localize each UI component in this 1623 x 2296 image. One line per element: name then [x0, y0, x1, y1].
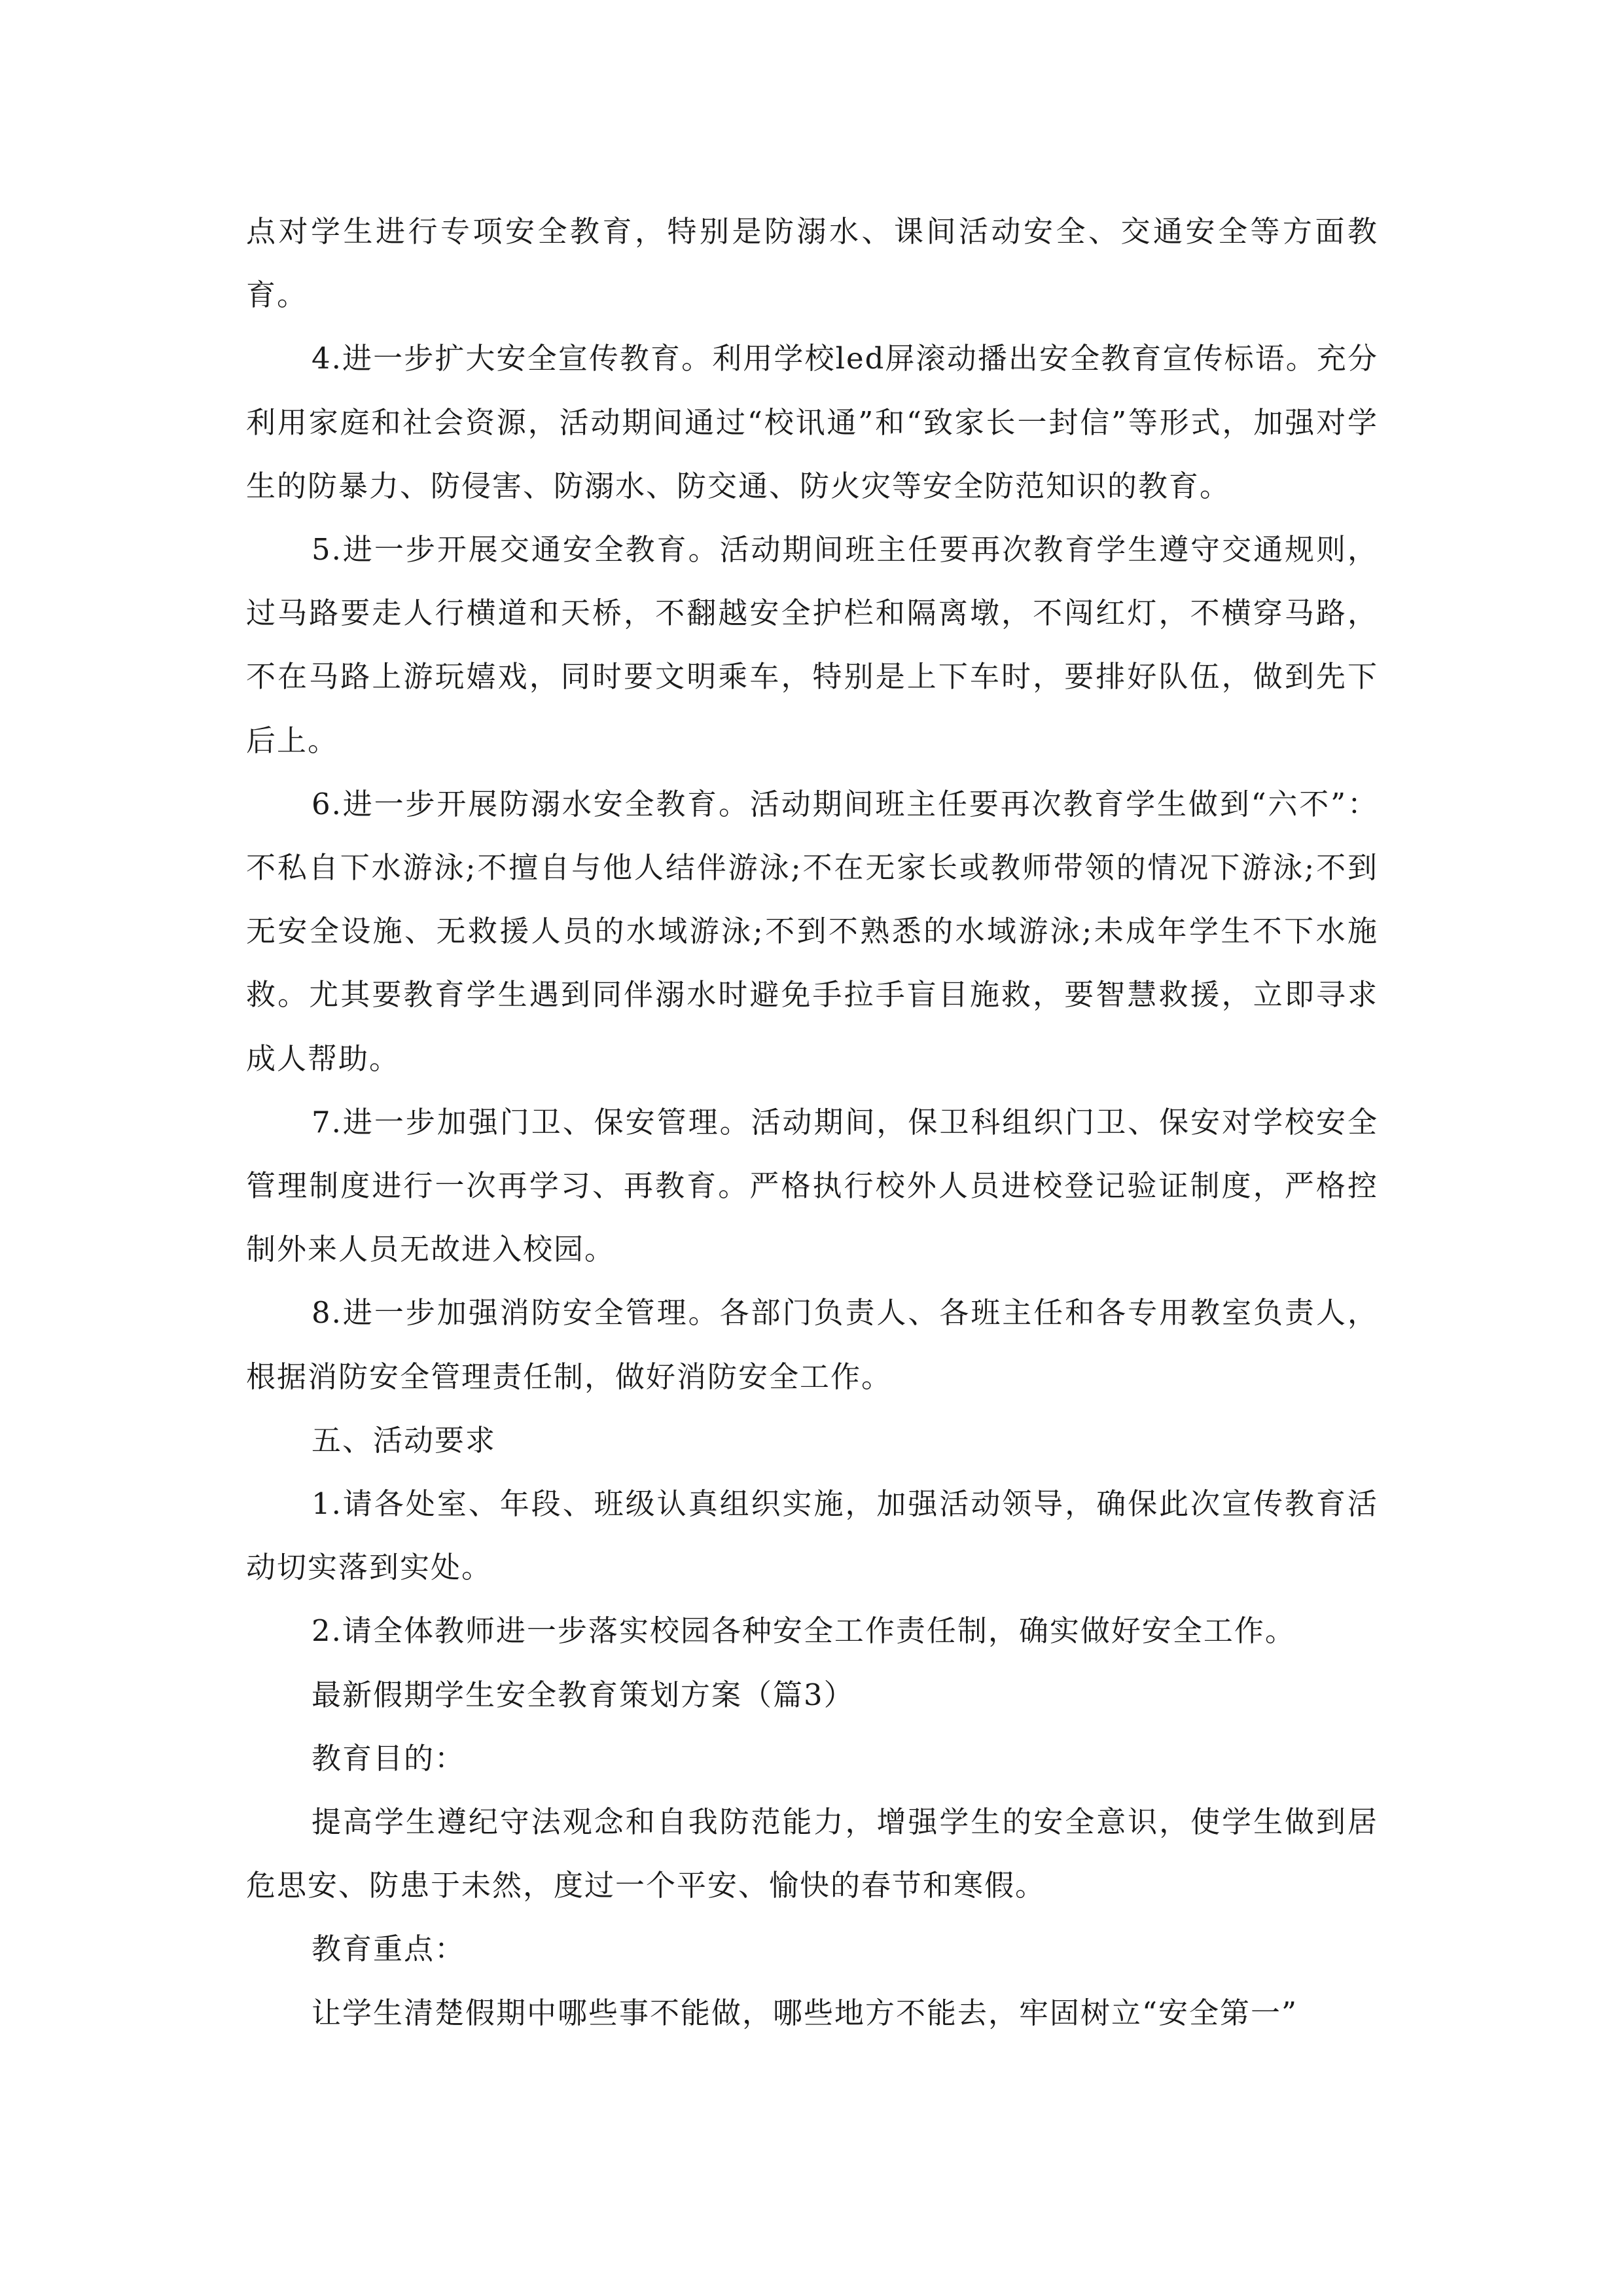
- section-heading-requirements: 五、活动要求: [312, 1422, 497, 1458]
- paragraph-continuation: 点对学生进行专项安全教育，特别是防溺水、课间活动安全、交通安全等方面教育。: [246, 214, 1378, 313]
- paragraph-education-focus: 让学生清楚假期中哪些事不能做，哪些地方不能去，牢固树立“安全第一”: [312, 1995, 1298, 2030]
- paragraph-requirement-1: 1.请各处室、年段、班级认真组织实施，加强活动领导，确保此次宣传教育活动切实落到实处。: [246, 1486, 1378, 1585]
- paragraph-requirement-2: 2.请全体教师进一步落实校园各种安全工作责任制，确实做好安全工作。: [312, 1613, 1296, 1649]
- paragraph-item-7: 7.进一步加强门卫、保安管理。活动期间，保卫科组织门卫、保安对学校安全管理制度进行一次再学习、再教育。严格执行校外人员进校登记验证制度，严格控制外来人员无故进入校园。: [246, 1104, 1378, 1267]
- subheading-education-purpose: 教育目的：: [312, 1740, 466, 1776]
- paragraph-item-5: 5.进一步开展交通安全教育。活动期间班主任要再次教育学生遵守交通规则，过马路要走人行横道和天桥，不翻越安全护栏和隔离墩，不闯红灯，不横穿马路，不在马路上游玩嬉戏，同时要文明乘车，特别是上下车时，要排好队伍，做到先下后上。: [246, 532, 1378, 758]
- section-title-plan-3: 最新假期学生安全教育策划方案（篇3）: [312, 1677, 855, 1712]
- paragraph-item-6: 6.进一步开展防溺水安全教育。活动期间班主任要再次教育学生做到“六不”：不私自下水游泳;不擅自与他人结伴游泳;不在无家长或教师带领的情况下游泳;不到无安全设施、无救援人员的水域游泳;不到不熟悉的水域游泳;未成年学生不下水施救。尤其要教育学生遇到同伴溺水时避免手拉手盲目施救，要智慧救援，立即寻求成人帮助。: [246, 786, 1378, 1076]
- document-body: [246, 200, 1378, 2045]
- paragraph-item-8: 8.进一步加强消防安全管理。各部门负责人、各班主任和各专用教室负责人，根据消防安全管理责任制，做好消防安全工作。: [246, 1295, 1378, 1394]
- paragraph-education-purpose: 提高学生遵纪守法观念和自我防范能力，增强学生的安全意识，使学生做到居危思安、防患于未然，度过一个平安、愉快的春节和寒假。: [246, 1804, 1378, 1903]
- subheading-education-focus: 教育重点：: [312, 1931, 466, 1967]
- paragraph-item-4: 4.进一步扩大安全宣传教育。利用学校led屏滚动播出安全教育宣传标语。充分利用家庭和社会资源，活动期间通过“校讯通”和“致家长一封信”等形式，加强对学生的防暴力、防侵害、防溺水、防交通、防火灾等安全防范知识的教育。: [246, 341, 1378, 503]
